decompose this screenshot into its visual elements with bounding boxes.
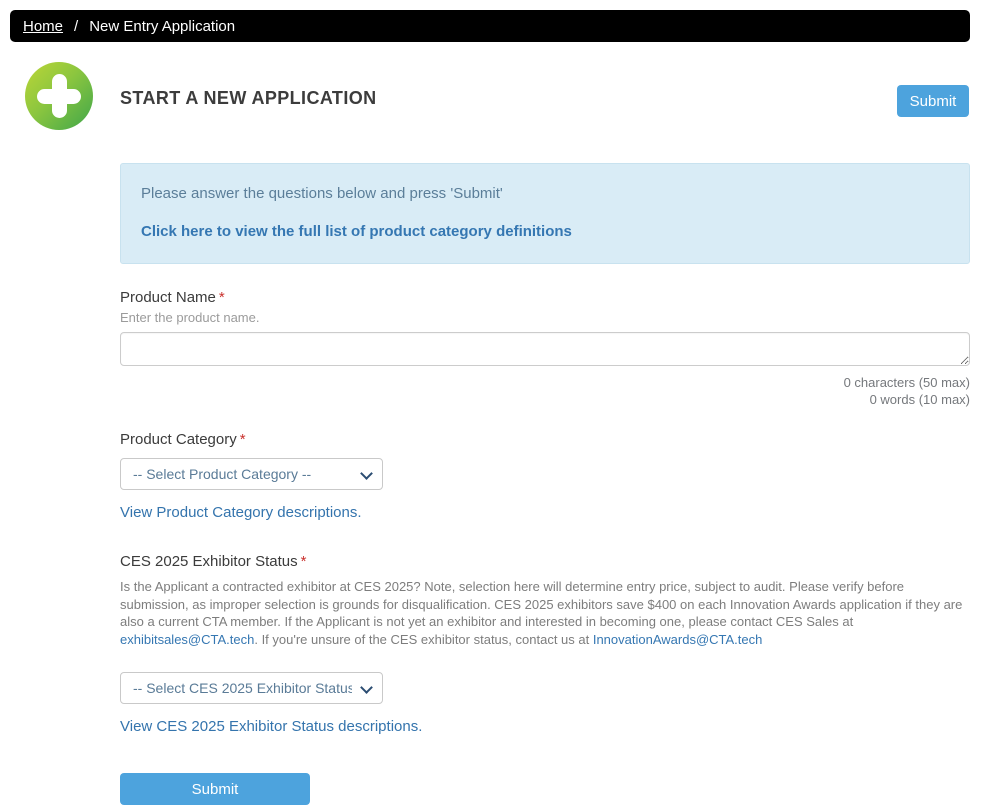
info-message: Please answer the questions below and press 'Submit' <box>141 185 503 202</box>
breadcrumb <box>10 10 970 42</box>
product-name-textarea[interactable] <box>120 332 970 366</box>
ces-description-part2: . If you're unsure of the CES exhibitor status, contact us at <box>254 631 593 647</box>
required-asterisk: * <box>300 553 307 570</box>
ces-description-part1: Is the Applicant a contracted exhibitor at CES 2025? Note, selection here will determine entry price, subject to audit. Please verify before submission, as improper selection is grounds for disqualification. CES 2025 exhibitors save $400 on each Innovation Awards application if they are also a current CTA member. If the Applicant is not yet an exhibitor and interested in becoming one, please contact CES Sales at <box>120 579 963 630</box>
view-ces-status-link[interactable]: View CES 2025 Exhibitor Status descriptions. <box>120 718 423 736</box>
required-asterisk: * <box>239 431 246 448</box>
product-category-field <box>120 430 970 522</box>
counters <box>120 374 970 408</box>
page-header <box>0 62 985 150</box>
category-definitions-link[interactable]: Click here to view the full list of product category definitions <box>141 223 572 240</box>
page-title: START A NEW APPLICATION <box>120 88 377 108</box>
submit-button-top[interactable]: Submit <box>897 85 969 117</box>
ces-status-label <box>120 552 970 571</box>
breadcrumb-current: New Entry Application <box>89 17 236 35</box>
ces-status-field <box>120 552 970 736</box>
main-content <box>120 163 970 805</box>
submit-button-bottom[interactable]: Submit <box>120 773 310 805</box>
product-name-field <box>120 288 970 408</box>
info-box <box>120 163 970 264</box>
ces-status-select[interactable] <box>120 672 383 704</box>
breadcrumb-separator: / <box>74 17 79 35</box>
product-category-label <box>120 430 970 449</box>
ces-status-select-wrap <box>120 672 383 704</box>
breadcrumb-home-link[interactable]: Home <box>23 17 64 35</box>
ces-status-description <box>120 578 965 648</box>
view-product-category-link[interactable]: View Product Category descriptions. <box>120 504 362 521</box>
innovationawards-email-link[interactable]: InnovationAwards@CTA.tech <box>592 631 763 647</box>
product-category-select[interactable] <box>120 458 383 490</box>
required-asterisk: * <box>218 289 225 306</box>
product-category-label-text: Product Category <box>120 431 237 448</box>
plus-icon <box>25 62 93 130</box>
character-counter: 0 characters (50 max) <box>843 375 970 390</box>
exhibitsales-email-link[interactable]: exhibitsales@CTA.tech <box>120 631 255 647</box>
product-category-select-wrap <box>120 458 383 490</box>
product-name-label <box>120 288 970 307</box>
product-name-helper: Enter the product name. <box>120 310 260 325</box>
word-counter: 0 words (10 max) <box>869 392 970 407</box>
product-name-label-text: Product Name <box>120 289 216 306</box>
ces-status-label-text: CES 2025 Exhibitor Status <box>120 553 298 570</box>
